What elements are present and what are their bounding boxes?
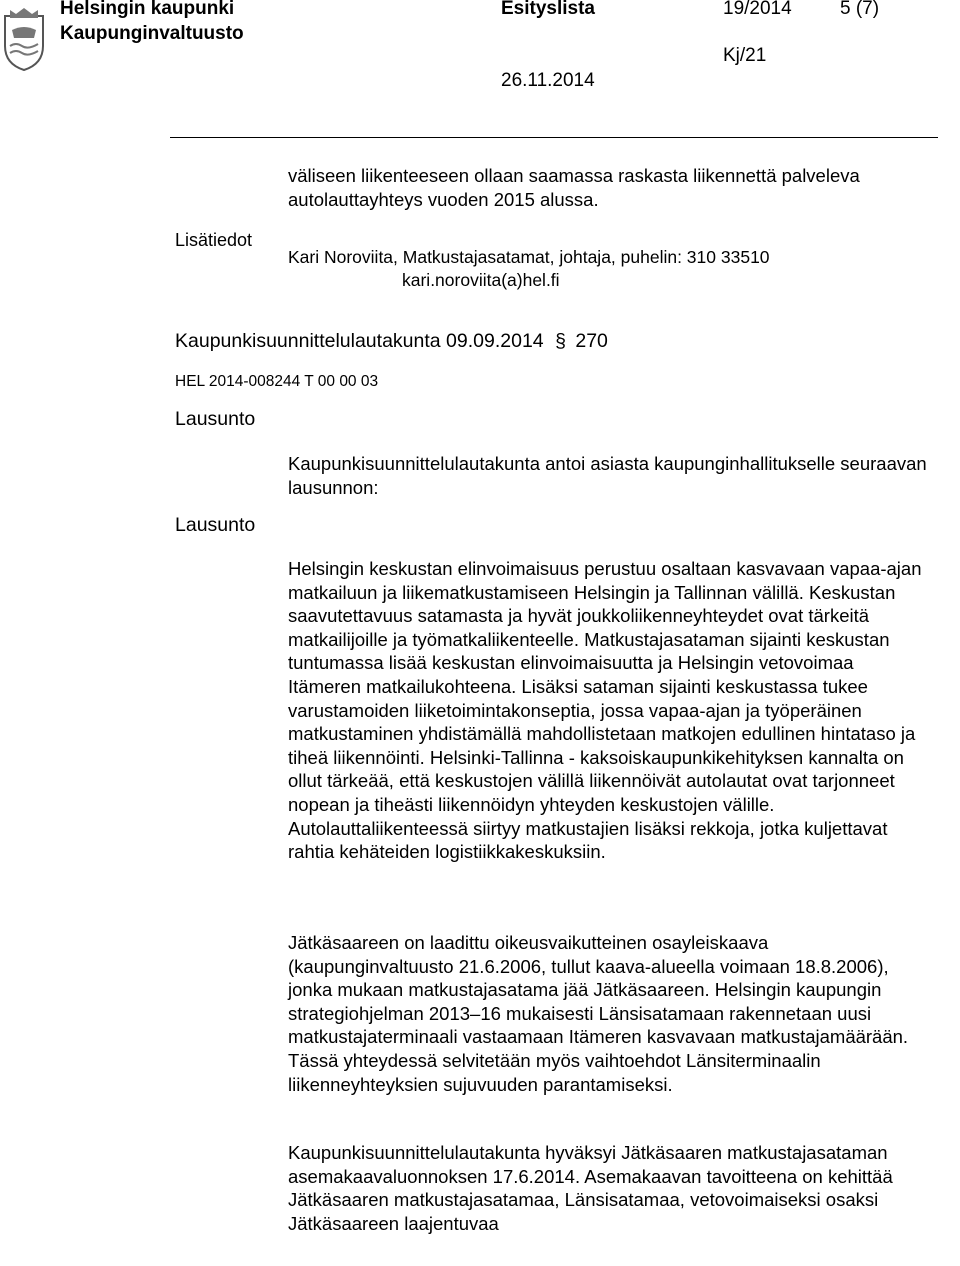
header-divider — [170, 137, 938, 138]
paragraph-number: 270 — [575, 330, 608, 352]
helsinki-crest-icon — [2, 6, 46, 72]
lausunto-label-2: Lausunto — [175, 514, 256, 536]
contact-email: kari.noroviita(a)hel.fi — [402, 270, 560, 290]
contact-line: Kari Noroviita, Matkustajasatamat, johtaja, puhelin: 310 33510 — [288, 247, 770, 267]
item-code: Kj/21 — [723, 45, 767, 66]
intro-paragraph: väliseen liikenteeseen ollaan saamassa raskasta liikennettä palveleva autolauttayhteys vuoden 2015 alussa. — [288, 165, 860, 210]
body-paragraph-2: Jätkäsaareen on laadittu oikeusvaikutteinen osayleiskaava (kaupunginvaltuusto 21.6.2006, tullut kaava-alueella voimaan 18.8.2006), jonka mukaan matkustajasatama jää Jätkäsaareen. Helsingin kaupungin strategiohjelman 2013–16 mukaisesti Länsisatamaan rakennetaan uusi matkustajaterminaali vastaamaan Itämeren kasvavaan matkustajamäärään. Tässä yhteydessä selvitetään myös vaihtoehdot Länsiterminaalin liikenneyhteyksien sujuvuuden parantamiseksi. — [288, 932, 909, 1095]
case-code: HEL 2014-008244 T 00 00 03 — [175, 373, 379, 390]
paragraph-sign: § — [555, 330, 566, 352]
body-name: Kaupunginvaltuusto — [60, 23, 244, 44]
list-title: Esityslista — [501, 0, 595, 19]
list-number: 19/2014 — [723, 0, 792, 19]
lausunto-label-1: Lausunto — [175, 408, 256, 430]
body-paragraph-3: Kaupunkisuunnittelulautakunta hyväksyi Jätkäsaaren matkustajasataman asemakaavaluonnoksen 17.6.2014. Asemakaavan tavoitteena on kehittää Jätkäsaaren matkustajasatamaa, Länsisatamaa, vetovoimaiseksi osaksi Jätkäsaareen laajentuvaa — [288, 1142, 893, 1234]
document-date: 26.11.2014 — [501, 70, 595, 91]
lausunto-intro-paragraph: Kaupunkisuunnittelulautakunta antoi asiasta kaupunginhallitukselle seuraavan lausunnon: — [288, 453, 927, 498]
section-heading-text: Kaupunkisuunnittelulautakunta 09.09.2014 — [175, 330, 544, 352]
body-paragraph-1: Helsingin keskustan elinvoimaisuus perustuu osaltaan kasvavaan vapaa-ajan matkailuun ja liikematkustamiseen Helsingin ja Tallinnan välillä. Keskustan saavutettavuus satamasta ja hyvät joukkoliikenneyhteydet ovat tärkeitä matkailijoille ja työmatkaliikenteelle. Matkustajasataman sijainti keskustan tuntumassa lisää keskustan elinvoimaisuutta ja Helsingin vetovoimaa Itämeren matkailukohteena. Lisäksi sataman sijainti keskustassa tukee varustamoiden liiketoimintakonseptia, jossa vapaa-ajan ja työperäinen matkustaminen yhdistämällä mahdollistetaan matkojen edullinen hintataso ja tiheä liikennöinti. Helsinki-Tallinna - kaksoiskaupunkikehityksen kannalta on ollut tärkeää, että keskustojen välillä liikennöivät autolautat ovat tarjonneet nopean ja tiheästi liikennöidyn yhteyden keskustojen välille. Autolauttaliikenteessä siirtyy matkustajien lisäksi rekkoja, jotka kuljettavat rahtia kehäteiden logistiikkakeskuksiin. — [288, 558, 922, 863]
org-name: Helsingin kaupunki — [60, 0, 235, 19]
page-number: 5 (7) — [840, 0, 880, 19]
lisatiedot-label: Lisätiedot — [175, 230, 253, 250]
section-heading — [175, 330, 608, 353]
